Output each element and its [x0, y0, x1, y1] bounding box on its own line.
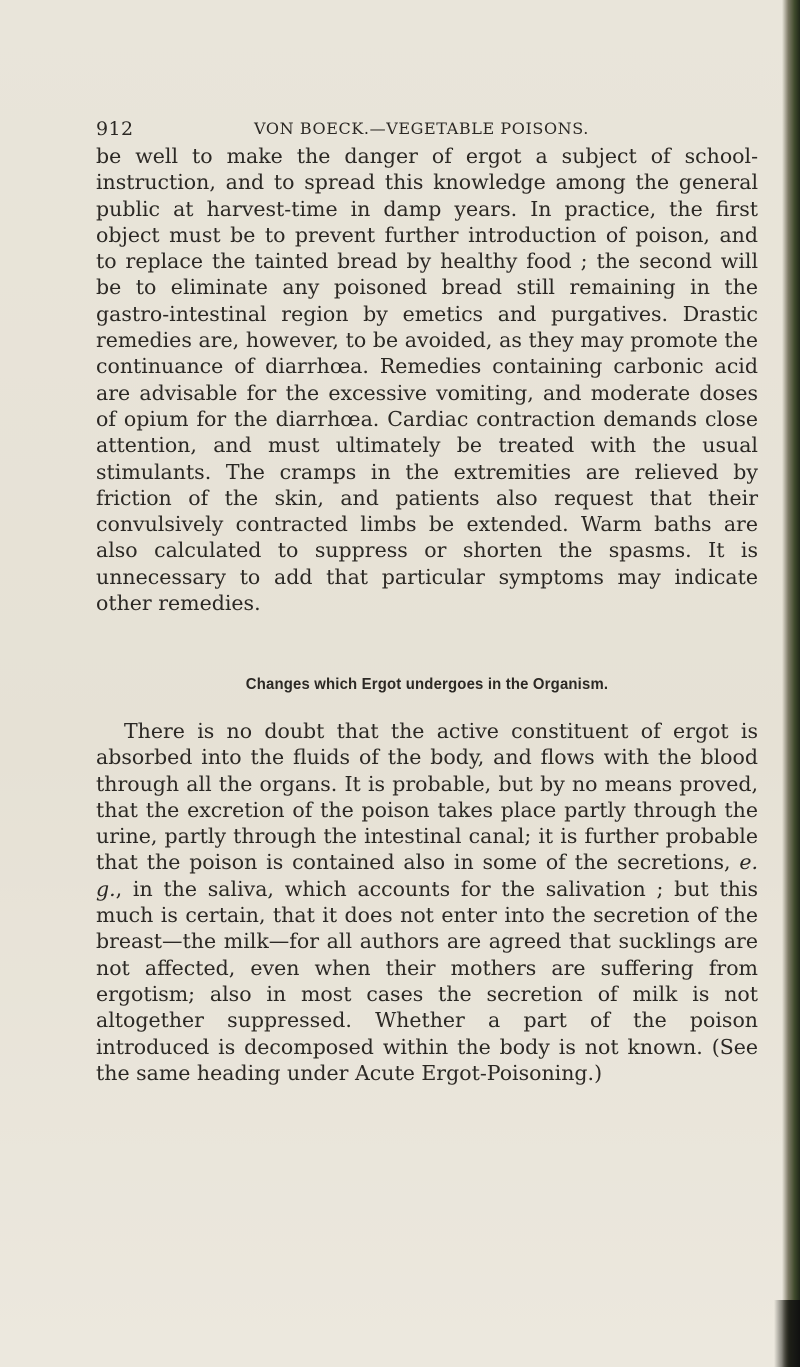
page-number: 912: [96, 118, 134, 140]
paragraph-2-text-b: , in the saliva, which accounts for the salivation ; but this much is certain, that it does not enter into the secretion of the breast—the milk—for all authors are agreed that sucklings are not affected, even when their mothers are suffering from ergotism; also in most cases the secretion of milk is not altogether suppressed. Whether a part of the poison introduced is decomposed within the body is not known. (See the same heading under Acute Ergot-Poisoning.): [96, 876, 758, 1085]
paragraph-2-italic: e. g.: [96, 850, 758, 901]
paragraph-2: [96, 718, 758, 1086]
section-heading: Changes which Ergot undergoes in the Organism.: [245, 676, 609, 693]
page-corner-shadow: [774, 1300, 800, 1367]
paragraph-2-text-a: There is no doubt that the active constituent of ergot is absorbed into the fluids of the body, and flows with the blood through all the organs. It is probable, but by no means proved, that the excretion of the poison takes place partly through the urine, partly through the intestinal canal; it is further probable that the poison is contained also in some of the secretions,: [96, 719, 758, 875]
running-head: VON BOECK.—VEGETABLE POISONS.: [254, 119, 589, 138]
paragraph-1: be well to make the danger of ergot a subject of school-instruction, and to spread this knowledge among the general public at harvest-time in damp years. In practice, the first object must be to prevent further introduction of poison, and to replace the tainted bread by healthy food ; the second will be to eliminate any poisoned bread still remaining in the gastro-intestinal region by emetics and purgatives. Drastic remedies are, however, to be avoided, as they may promote the continuance of diarrhœa. Remedies containing carbonic acid are advisable for the excessive vomiting, and moderate doses of opium for the diarrhœa. Cardiac contraction demands close attention, and must ultimately be treated with the usual stimulants. The cramps in the extremities are relieved by friction of the skin, and patients also request that their convulsively contracted limbs be extended. Warm baths are also calculated to suppress or shorten the spasms. It is unnecessary to add that particular symptoms may indicate other remedies.: [96, 144, 758, 616]
page-edge-shadow: [782, 0, 800, 1367]
page-header: [96, 118, 736, 142]
